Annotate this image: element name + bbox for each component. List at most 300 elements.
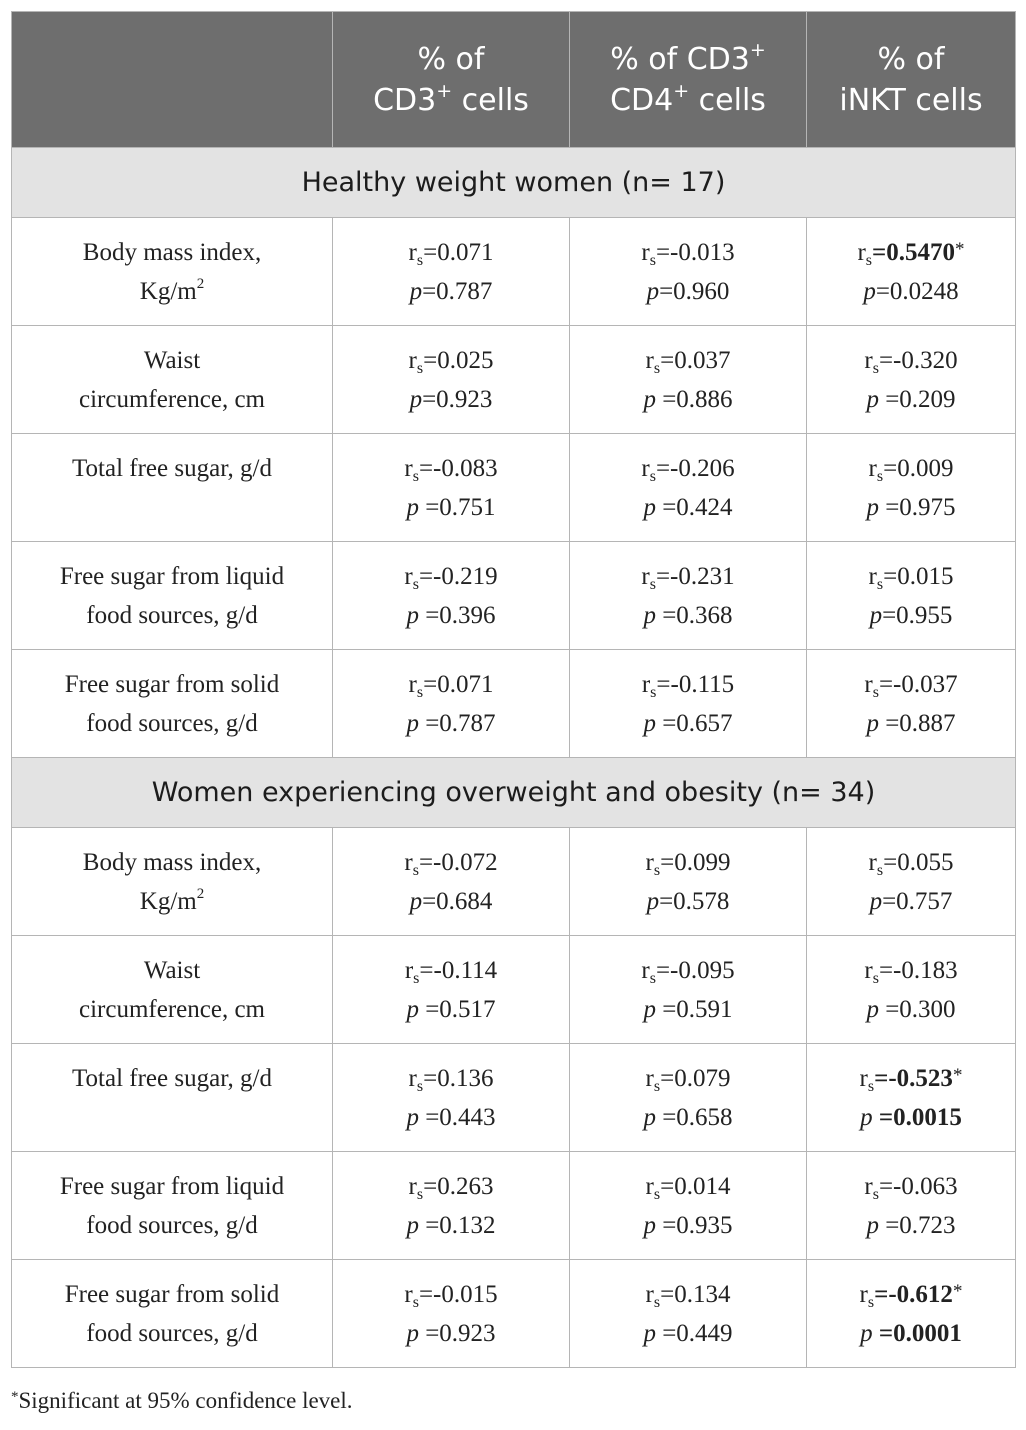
rs-symbol: r: [641, 562, 650, 590]
rs-value: =0.015: [883, 562, 954, 590]
p-line: [807, 882, 1015, 921]
footnote: [11, 1388, 353, 1414]
rs-symbol: r: [859, 1064, 868, 1092]
row-label: [12, 828, 333, 936]
group-row: [12, 758, 1016, 828]
rs-symbol: r: [404, 562, 413, 590]
rs-line: [333, 1167, 569, 1206]
p-symbol: p: [406, 709, 419, 737]
stat-cell: [807, 434, 1016, 542]
rs-symbol: r: [641, 454, 650, 482]
table-body: [12, 148, 1016, 1368]
p-symbol: p: [406, 995, 419, 1023]
p-symbol: p: [643, 1211, 656, 1239]
header-cd4-cells: cells: [689, 82, 766, 118]
p-line: [570, 1314, 806, 1353]
stat-cell: [807, 542, 1016, 650]
p-value: =0.787: [422, 277, 493, 305]
header-cd3-line2: [333, 80, 569, 121]
rs-symbol: r: [868, 848, 877, 876]
row-label-line1: Total free sugar, g/d: [72, 1064, 272, 1092]
row-label: [12, 1044, 333, 1152]
row-label-line2: [22, 1314, 322, 1353]
stat-cell: [333, 936, 570, 1044]
p-value: =0.923: [425, 1319, 496, 1347]
rs-line: [333, 665, 569, 704]
header-cd3-text: CD3: [373, 82, 437, 118]
row-label: [12, 936, 333, 1044]
p-value: =0.368: [662, 601, 733, 629]
rs-symbol: r: [864, 670, 873, 698]
table-row: [12, 218, 1016, 326]
significance-star: *: [952, 1064, 963, 1086]
header-cd3-cells: cells: [452, 82, 529, 118]
rs-line: [807, 1167, 1015, 1206]
row-label-spacer: [22, 488, 322, 527]
row-label-line1: Total free sugar, g/d: [72, 454, 272, 482]
row-label-line2-text: food sources, g/d: [86, 601, 258, 629]
p-line: [807, 380, 1015, 419]
rs-value: =-0.015: [418, 1280, 498, 1308]
rs-line: [807, 1275, 1015, 1314]
p-line: [807, 488, 1015, 527]
stat-cell: [570, 828, 807, 936]
table-row: [12, 828, 1016, 936]
rs-value: =-0.013: [655, 238, 735, 266]
p-value: =0.591: [662, 995, 733, 1023]
stat-cell: [333, 326, 570, 434]
rs-symbol: r: [645, 848, 654, 876]
p-value: =0.424: [662, 493, 733, 521]
p-value: =0.955: [882, 601, 953, 629]
rs-symbol: r: [408, 238, 417, 266]
rs-value: =0.055: [883, 848, 954, 876]
stat-cell: [807, 828, 1016, 936]
p-symbol: p: [869, 601, 883, 629]
rs-symbol: r: [864, 346, 873, 374]
p-symbol: p: [866, 385, 879, 413]
p-value: =0.723: [885, 1211, 956, 1239]
rs-subscript: s: [653, 1077, 661, 1095]
stat-cell: [570, 650, 807, 758]
stat-cell: [570, 218, 807, 326]
rs-symbol: r: [408, 346, 417, 374]
rs-subscript: s: [649, 969, 656, 987]
p-value: =0.0248: [875, 277, 959, 305]
p-value: =0.975: [885, 493, 956, 521]
p-symbol: p: [406, 601, 419, 629]
p-line: [333, 704, 569, 743]
p-line: [570, 704, 806, 743]
rs-line: [570, 557, 806, 596]
p-line: [807, 596, 1015, 635]
rs-subscript: s: [416, 1185, 424, 1203]
p-line: [807, 1206, 1015, 1245]
rs-line: [570, 449, 806, 488]
p-symbol: p: [406, 1103, 419, 1131]
rs-line: [807, 449, 1015, 488]
rs-symbol: r: [864, 956, 873, 984]
p-value: =0.887: [885, 709, 956, 737]
p-symbol: p: [866, 709, 879, 737]
p-symbol: p: [643, 995, 656, 1023]
p-symbol: p: [409, 277, 423, 305]
rs-value: =-0.523: [874, 1064, 953, 1092]
p-value: =0.209: [885, 385, 956, 413]
p-line: [807, 1314, 1015, 1353]
rs-line: [570, 341, 806, 380]
table-row: [12, 542, 1016, 650]
header-cd4-line2: [570, 80, 806, 121]
p-line: [570, 380, 806, 419]
rs-line: [333, 1059, 569, 1098]
row-label: [12, 542, 333, 650]
row-label-line2: [22, 380, 322, 419]
p-value: =0.658: [662, 1103, 733, 1131]
header-cd4-sup2: +: [673, 79, 690, 102]
p-value: =0.757: [882, 887, 953, 915]
table-row: [12, 434, 1016, 542]
row-label: [12, 218, 333, 326]
rs-value: =0.071: [423, 238, 494, 266]
rs-line: [333, 233, 569, 272]
rs-line: [807, 843, 1015, 882]
rs-value: =0.014: [660, 1172, 731, 1200]
p-line: [570, 990, 806, 1029]
header-cd3-line1: % of: [417, 41, 485, 77]
rs-line: [570, 233, 806, 272]
p-value: =0.449: [662, 1319, 733, 1347]
row-label-line2: [22, 272, 322, 311]
row-label-line2: [22, 704, 322, 743]
p-line: [807, 990, 1015, 1029]
rs-value: =-0.219: [418, 562, 498, 590]
row-label-sup: 2: [196, 885, 205, 902]
row-label-line2: [22, 882, 322, 921]
rs-line: [570, 1275, 806, 1314]
rs-symbol: r: [408, 1064, 417, 1092]
rs-subscript: s: [416, 683, 424, 701]
significance-star: *: [955, 238, 965, 260]
rs-symbol: r: [404, 1280, 413, 1308]
rs-value: =-0.183: [878, 956, 958, 984]
rs-value: =0.071: [423, 670, 494, 698]
rs-subscript: s: [412, 861, 419, 879]
p-line: [570, 596, 806, 635]
rs-line: [333, 843, 569, 882]
rs-subscript: s: [653, 1293, 661, 1311]
row-label-line2-text: Kg/m: [139, 887, 197, 915]
rs-symbol: r: [404, 956, 414, 984]
header-inkt-line1: % of: [877, 41, 945, 77]
p-symbol: p: [643, 493, 656, 521]
rs-symbol: r: [645, 1064, 654, 1092]
rs-value: =0.136: [423, 1064, 494, 1092]
row-label-line2: [22, 990, 322, 1029]
header-cd4-sup1: +: [749, 38, 766, 61]
row-label-spacer: [22, 1098, 322, 1137]
rs-value: =0.099: [660, 848, 731, 876]
row-label-line2: [22, 1206, 322, 1245]
rs-line: [807, 951, 1015, 990]
stat-cell: [570, 1260, 807, 1368]
rs-subscript: s: [653, 861, 661, 879]
p-symbol: p: [406, 1319, 419, 1347]
header-inkt: [807, 12, 1016, 148]
stat-cell: [333, 434, 570, 542]
rs-symbol: r: [641, 238, 650, 266]
rs-subscript: s: [649, 251, 656, 269]
rs-value: =-0.095: [655, 956, 735, 984]
p-symbol: p: [869, 887, 883, 915]
rs-line: [333, 557, 569, 596]
stat-cell: [807, 1152, 1016, 1260]
correlation-table: [11, 11, 1016, 1368]
p-symbol: p: [863, 277, 876, 305]
header-cd3-sup: +: [436, 79, 453, 102]
row-label-line2-text: food sources, g/d: [86, 709, 258, 737]
rs-value: =-0.320: [878, 346, 958, 374]
row-label-line2-text: circumference, cm: [79, 995, 265, 1023]
rs-line: [807, 341, 1015, 380]
rs-subscript: s: [416, 251, 424, 269]
p-line: [333, 380, 569, 419]
rs-subscript: s: [653, 1185, 661, 1203]
p-line: [570, 1098, 806, 1137]
p-symbol: p: [409, 385, 423, 413]
stat-cell: [333, 650, 570, 758]
header-cd4-text1: % of CD3: [610, 41, 750, 77]
rs-subscript: s: [872, 969, 879, 987]
stat-cell: [333, 1044, 570, 1152]
rs-line: [333, 341, 569, 380]
p-symbol: p: [643, 1319, 656, 1347]
p-line: [570, 488, 806, 527]
p-symbol: p: [643, 1103, 656, 1131]
p-value: =0.132: [425, 1211, 496, 1239]
stat-cell: [570, 434, 807, 542]
row-label-line1: Body mass index,: [82, 848, 262, 876]
row-label: [12, 1260, 333, 1368]
p-symbol: p: [409, 887, 423, 915]
rs-value: =0.079: [660, 1064, 731, 1092]
row-label: [12, 326, 333, 434]
p-symbol: p: [406, 1211, 419, 1239]
stat-cell: [570, 542, 807, 650]
p-symbol: p: [646, 277, 660, 305]
rs-value: =0.037: [660, 346, 731, 374]
rs-symbol: r: [645, 1280, 654, 1308]
rs-symbol: r: [868, 562, 877, 590]
rs-symbol: r: [641, 956, 650, 984]
rs-symbol: r: [404, 454, 413, 482]
table-row: [12, 650, 1016, 758]
rs-line: [807, 665, 1015, 704]
row-label: [12, 434, 333, 542]
stat-cell: [570, 1152, 807, 1260]
rs-value: =-0.083: [418, 454, 498, 482]
rs-symbol: r: [408, 670, 417, 698]
stat-cell: [807, 326, 1016, 434]
row-label-line1: Free sugar from liquid: [59, 562, 285, 590]
stat-cell: [333, 542, 570, 650]
rs-subscript: s: [416, 1077, 424, 1095]
rs-value: =0.025: [423, 346, 494, 374]
row-label-line2-text: circumference, cm: [79, 385, 265, 413]
header-row: [12, 12, 1016, 148]
header-cd4-line1: [570, 39, 806, 80]
rs-line: [333, 1275, 569, 1314]
p-line: [333, 990, 569, 1029]
rs-symbol: r: [408, 1172, 417, 1200]
row-label-line2-text: Kg/m: [139, 277, 197, 305]
rs-line: [807, 233, 1015, 272]
rs-line: [807, 1059, 1015, 1098]
stat-cell: [570, 326, 807, 434]
row-label-line2: [22, 596, 322, 635]
rs-value: =-0.063: [878, 1172, 958, 1200]
p-symbol: p: [866, 1211, 879, 1239]
p-value: =0.787: [425, 709, 496, 737]
rs-line: [570, 665, 806, 704]
header-cd3-cd4: [570, 12, 807, 148]
p-line: [333, 882, 569, 921]
rs-subscript: s: [865, 251, 873, 269]
p-line: [807, 1098, 1015, 1137]
rs-value: =-0.037: [878, 670, 958, 698]
rs-symbol: r: [645, 346, 654, 374]
rs-symbol: r: [645, 1172, 654, 1200]
row-label-line1: Body mass index,: [82, 238, 262, 266]
rs-value: =0.134: [660, 1280, 731, 1308]
rs-subscript: s: [867, 1077, 875, 1095]
rs-subscript: s: [413, 969, 420, 987]
row-label: [12, 1152, 333, 1260]
p-symbol: p: [646, 887, 660, 915]
stat-cell: [333, 218, 570, 326]
stat-cell: [333, 828, 570, 936]
rs-symbol: r: [864, 1172, 873, 1200]
row-label-line1: Free sugar from solid: [64, 670, 280, 698]
rs-symbol: r: [857, 238, 866, 266]
rs-symbol: r: [859, 1280, 868, 1308]
p-value: =0.684: [422, 887, 493, 915]
group-title: Healthy weight women (n= 17): [12, 148, 1016, 218]
p-value: =0.935: [662, 1211, 733, 1239]
p-line: [807, 272, 1015, 311]
rs-subscript: s: [872, 1185, 879, 1203]
rs-subscript: s: [872, 359, 879, 377]
p-value: =0.578: [659, 887, 730, 915]
stat-cell: [807, 650, 1016, 758]
stat-cell: [570, 1044, 807, 1152]
p-line: [807, 704, 1015, 743]
p-value: =0.517: [425, 995, 496, 1023]
p-value: =0.0001: [878, 1319, 962, 1347]
rs-line: [333, 951, 569, 990]
rs-line: [807, 557, 1015, 596]
p-line: [570, 882, 806, 921]
row-label-sup: 2: [196, 275, 205, 292]
stat-cell: [807, 1044, 1016, 1152]
p-symbol: p: [643, 385, 656, 413]
row-label-line1: Waist: [143, 956, 201, 984]
rs-value: =-0.231: [655, 562, 735, 590]
rs-subscript: s: [876, 467, 884, 485]
stat-cell: [807, 218, 1016, 326]
stat-cell: [807, 1260, 1016, 1368]
row-label-line2-text: food sources, g/d: [86, 1211, 258, 1239]
table-row: [12, 326, 1016, 434]
header-cd3: [333, 12, 570, 148]
rs-value: =0.009: [883, 454, 954, 482]
p-value: =0.960: [659, 277, 730, 305]
footnote-star: *: [11, 1389, 19, 1405]
p-value: =0.657: [662, 709, 733, 737]
p-symbol: p: [866, 995, 879, 1023]
header-inkt-line2: iNKT cells: [839, 82, 983, 118]
p-symbol: p: [643, 601, 656, 629]
p-symbol: p: [643, 709, 656, 737]
table-row: [12, 1260, 1016, 1368]
p-line: [333, 1206, 569, 1245]
p-value: =0.923: [422, 385, 493, 413]
header-blank-cell: [12, 12, 333, 148]
p-line: [333, 1314, 569, 1353]
rs-subscript: s: [412, 1293, 419, 1311]
row-label: [12, 650, 333, 758]
row-label-line1: Waist: [143, 346, 201, 374]
p-line: [333, 272, 569, 311]
rs-subscript: s: [876, 575, 884, 593]
p-symbol: p: [860, 1319, 873, 1347]
rs-value: =0.263: [423, 1172, 494, 1200]
p-value: =0.443: [425, 1103, 496, 1131]
rs-subscript: s: [650, 683, 657, 701]
rs-subscript: s: [649, 575, 656, 593]
p-value: =0.396: [425, 601, 496, 629]
rs-value: =-0.072: [418, 848, 498, 876]
rs-line: [570, 951, 806, 990]
table-row: [12, 936, 1016, 1044]
row-label-line2-text: food sources, g/d: [86, 1319, 258, 1347]
significance-star: *: [952, 1280, 963, 1302]
rs-value: =-0.206: [655, 454, 735, 482]
stat-cell: [333, 1152, 570, 1260]
rs-subscript: s: [653, 359, 661, 377]
rs-subscript: s: [416, 359, 424, 377]
row-label-line1: Free sugar from solid: [64, 1280, 280, 1308]
rs-subscript: s: [867, 1293, 875, 1311]
header-cd4-text2: CD4: [610, 82, 674, 118]
p-symbol: p: [860, 1103, 873, 1131]
rs-subscript: s: [412, 467, 419, 485]
p-value: =0.886: [662, 385, 733, 413]
p-line: [570, 1206, 806, 1245]
rs-value: =-0.114: [419, 956, 498, 984]
p-line: [570, 272, 806, 311]
group-title: Women experiencing overweight and obesity (n= 34): [12, 758, 1016, 828]
stat-cell: [807, 936, 1016, 1044]
rs-line: [570, 1059, 806, 1098]
table-row: [12, 1152, 1016, 1260]
p-value: =0.0015: [878, 1103, 962, 1131]
rs-value: =-0.115: [656, 670, 735, 698]
rs-line: [570, 843, 806, 882]
p-symbol: p: [866, 493, 879, 521]
p-symbol: p: [406, 493, 419, 521]
table-row: [12, 1044, 1016, 1152]
